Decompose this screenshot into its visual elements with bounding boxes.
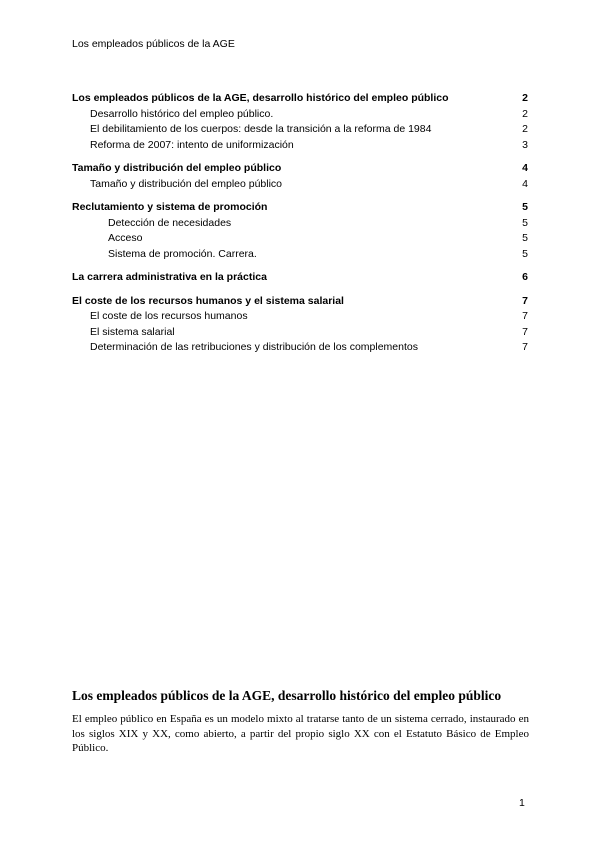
toc-entry[interactable] [72,161,528,177]
toc-entry-title: Sistema de promoción. Carrera. [108,247,257,260]
toc-entry-page: 6 [522,271,528,283]
toc-entry[interactable] [72,325,528,341]
toc-entry-title: La carrera administrativa en la práctica [72,271,267,283]
toc-entry-page: 5 [522,216,528,229]
toc-entry-page: 5 [522,247,528,260]
toc-entry-title: Desarrollo histórico del empleo público. [90,107,274,120]
toc-entry-title: Reforma de 2007: intento de uniformización [90,138,294,151]
toc-entry-title: Determinación de las retribuciones y distribución de los complementos [90,341,418,353]
toc-entry[interactable] [72,309,528,325]
section-heading: Los empleados públicos de la AGE, desarrollo histórico del empleo público [72,688,502,703]
toc-entry-page: 7 [522,310,528,322]
toc-entry-title: Los empleados públicos de la AGE, desarrollo histórico del empleo público [72,92,449,104]
toc-entry-page: 2 [522,107,528,120]
toc-entry-title: El coste de los recursos humanos y el sistema salarial [72,294,344,307]
toc-entry-title: Detección de necesidades [108,216,232,229]
toc-entry-page: 7 [522,341,528,353]
toc-entry[interactable] [72,216,528,232]
toc-entry[interactable] [72,91,528,107]
toc-entry-title: Tamaño y distribución del empleo público [90,177,283,190]
toc-entry[interactable] [72,294,528,310]
toc-entry-page: 5 [522,232,528,244]
toc-entry[interactable] [72,138,528,154]
toc-entry[interactable] [72,107,528,123]
toc-entry[interactable] [72,270,528,286]
page-number: 1 [519,797,525,809]
toc-entry-page: 4 [522,162,528,174]
running-header: Los empleados públicos de la AGE [72,38,235,50]
body-paragraph: El empleo público en España es un modelo mixto al tratarse tanto de un sistema cerrado, instaurado en los siglos XIX y XX, como abierto, a partir del propio siglo XX con el Estatuto Básico de Empleo Público. [72,713,529,754]
toc-entry-page: 7 [522,325,528,338]
toc-entry-page: 4 [522,177,528,190]
toc-entry[interactable] [72,177,528,193]
toc-entry-title: Acceso [108,232,143,244]
toc-entry-title: El sistema salarial [90,325,175,338]
toc-entry[interactable] [72,247,528,263]
toc-entry-title: Tamaño y distribución del empleo público [72,162,282,174]
toc-entry-page: 5 [522,201,528,213]
toc-entry[interactable] [72,231,528,247]
toc-entry-title: El coste de los recursos humanos [90,310,248,322]
toc-entry[interactable] [72,122,528,138]
toc-entry-title: Reclutamiento y sistema de promoción [72,201,268,213]
toc-entry[interactable] [72,200,528,216]
toc-entry-page: 2 [522,92,528,104]
toc-entry-page: 3 [522,138,528,151]
toc-entry-page: 2 [522,123,528,135]
table-of-contents [72,91,528,356]
toc-entry-title: El debilitamiento de los cuerpos: desde la transición a la reforma de 1984 [90,123,432,135]
toc-entry[interactable] [72,340,528,356]
toc-entry-page: 7 [522,294,528,307]
